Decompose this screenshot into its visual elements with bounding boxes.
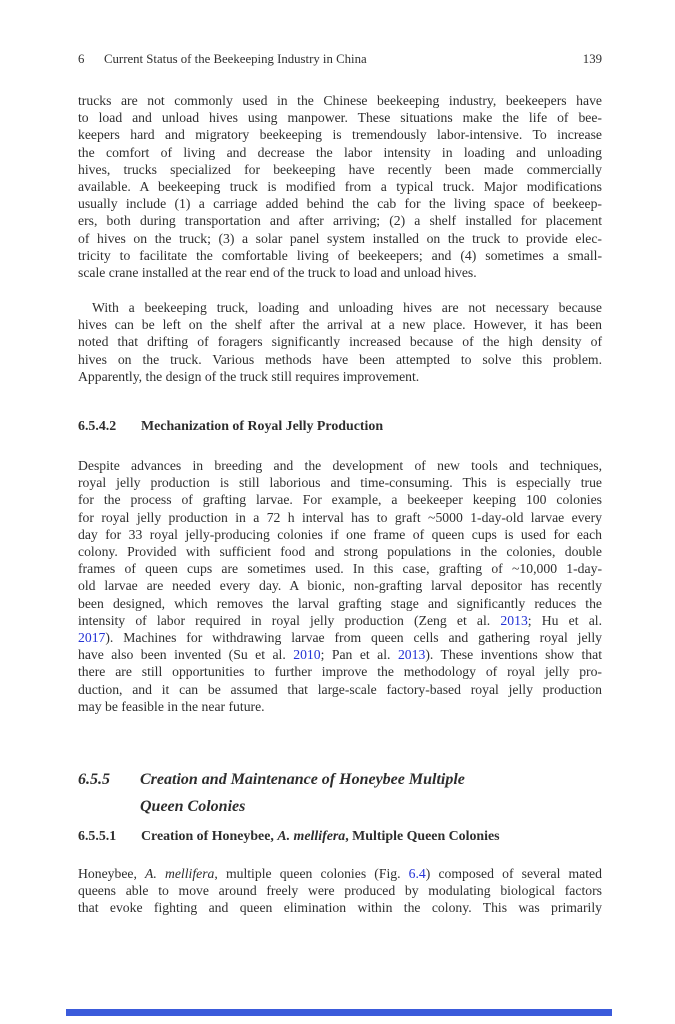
text-line: available. A beekeeping truck is modified from a typical truck. Major modifications	[78, 179, 602, 195]
text-line: noted that drifting of foragers significantly increased because of the high density of	[78, 334, 602, 350]
text-line	[78, 865, 602, 882]
line-text: intensity of labor required in royal jelly production (Zeng et al.	[78, 612, 501, 628]
text-line: With a beekeeping truck, loading and unloading hives are not necessary because	[92, 300, 602, 315]
paragraph-trucks	[78, 92, 602, 281]
chapter-title: Current Status of the Beekeeping Industry in China	[104, 52, 367, 66]
text-line: scale crane installed at the rear end of the truck to load and unload hives.	[78, 265, 477, 281]
paragraph-with-truck	[78, 299, 602, 385]
figure-link-6-4[interactable]: 6.4	[408, 866, 426, 881]
text-line: keepers hard and migratory beekeeping is tremendously labor-intensive. To increase	[78, 127, 602, 143]
section-number: 6.5.5	[78, 771, 110, 788]
text-line: hives can be left on the shelf after the arrival at a new place. However, it has been	[78, 317, 602, 333]
text-line: hives on the truck. Various methods have been attempted to solve this problem.	[78, 351, 602, 367]
section-number: 6.5.5.1	[78, 829, 117, 844]
section-title: Creation of Honeybee, A. mellifera, Multiple Queen Colonies	[141, 829, 500, 844]
line-text: , multiple queen colonies (Fig.	[214, 866, 409, 881]
line-text: Honeybee,	[78, 866, 146, 881]
text-line: tricity to facilitate the comfortable living of beekeepers; and (4) sometimes a small-	[78, 247, 602, 263]
text-line	[78, 629, 602, 646]
section-title	[140, 766, 465, 820]
section-title-line: Queen Colonies	[140, 798, 246, 815]
text-line	[78, 646, 602, 663]
text-line: there are still opportunities to further improve the methodology of royal jelly pro-	[78, 664, 602, 680]
section-title: Mechanization of Royal Jelly Production	[141, 419, 384, 434]
reading-progress-bar	[66, 1009, 612, 1016]
text-line: colony. Provided with sufficient food and strong populations in the colonies, double	[78, 544, 602, 560]
text-line: trucks are not commonly used in the Chinese beekeeping industry, beekeepers have	[78, 93, 602, 108]
section-heading-6-5-5	[78, 766, 602, 820]
line-text: ) composed of several mated	[425, 866, 602, 881]
page-number: 139	[582, 52, 602, 66]
citation-link-hu-2017[interactable]: 2017	[78, 630, 106, 646]
text-line: ers, both during transportation and after arriving; (2) a shelf installed for placement	[78, 213, 602, 229]
section-number: 6.5.4.2	[78, 419, 117, 434]
citation-link-zeng-2013[interactable]: 2013	[500, 612, 528, 628]
text-line: queens able to move around freely were produced by modulating biological factors	[78, 883, 602, 899]
text-line: frames of queen cups are sometimes used. In this case, grafting of ~10,000 1-day-	[78, 561, 602, 577]
line-text: ). Machines for withdrawing larvae from queen cells and gathering royal jelly	[105, 630, 602, 646]
text-line: hives, trucks specialized for beekeeping have recently been made commercially	[78, 161, 602, 177]
text-line: may be feasible in the near future.	[78, 698, 265, 714]
text-line: duction, and it can be assumed that large-scale factory-based royal jelly production	[78, 681, 602, 697]
text-line: day for 33 royal jelly-producing colonies if one frame of queen cups is used for each	[78, 526, 602, 542]
text-line: been designed, which removes the larval grafting stage and significantly reduces the	[78, 595, 602, 611]
text-line: usually include (1) a carriage added behind the cab for the living space of beekeep-	[78, 196, 602, 212]
section-heading-6-5-5-1	[78, 829, 602, 845]
chapter-number: 6	[78, 52, 85, 66]
text-line: to load and unload hives using manpower. These situations make the life of bee-	[78, 110, 602, 126]
species-name: A. mellifera	[277, 829, 346, 844]
paragraph-honeybee	[78, 865, 602, 917]
text-line: for royal jelly production in a 72 h interval has to graft ~5000 1-day-old larvae every	[78, 509, 602, 525]
text-line	[78, 612, 602, 629]
text-line: for the process of grafting larvae. For example, a beekeeper keeping 100 colonies	[78, 492, 602, 508]
text-line: of hives on the truck; (3) a solar panel system installed on the truck to provide elec-	[78, 230, 602, 246]
text-line: Apparently, the design of the truck still requires improvement.	[78, 368, 420, 384]
citation-link-su-2010[interactable]: 2010	[293, 647, 321, 663]
line-text: ; Pan et al.	[320, 647, 398, 663]
text-line: that evoke fighting and queen elimination within the colony. This was primarily	[78, 900, 602, 916]
running-header	[78, 52, 602, 67]
citation-link-pan-2013[interactable]: 2013	[397, 647, 426, 663]
text-line: royal jelly production is still laborious and time-consuming. This is especially true	[78, 475, 602, 491]
line-text: ). These inventions show that	[425, 647, 602, 663]
line-text: ; Hu et al.	[527, 612, 602, 628]
text-line: the comfort of living and decrease the labor intensity in loading and unloading	[78, 144, 602, 160]
line-text: have also been invented (Su et al.	[78, 647, 294, 663]
text-line: old larvae are needed every day. A bionic, non-grafting larval depositor has recently	[78, 578, 602, 594]
species-name: A. mellifera	[145, 866, 215, 881]
text-line: Despite advances in breeding and the development of new tools and techniques,	[78, 458, 602, 473]
section-heading-6-5-4-2	[78, 419, 602, 435]
section-title-line: Creation and Maintenance of Honeybee Multiple	[140, 771, 465, 788]
paragraph-royal-jelly	[78, 457, 602, 715]
